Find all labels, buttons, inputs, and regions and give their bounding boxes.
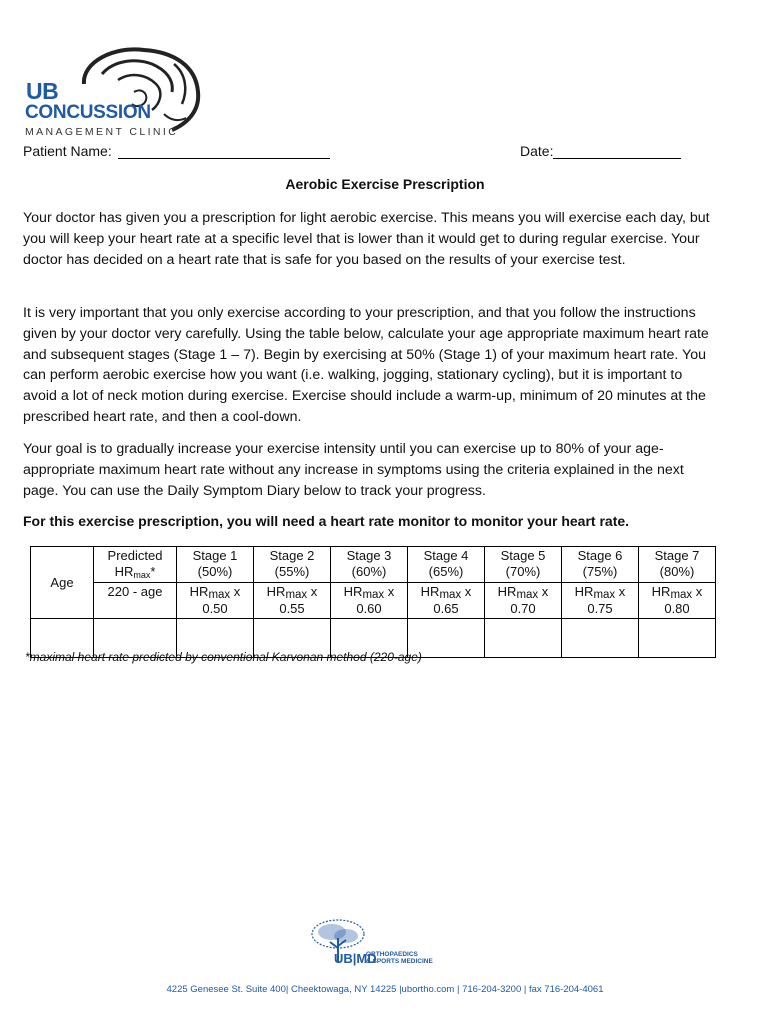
table-formula-row [31,583,716,619]
predicted-hr: $HR_{max}*$ [114,564,156,580]
date-line[interactable] [553,144,681,159]
ubmd-logo [306,918,456,974]
table-footnote: *maximal heart rate predicted by conventional Karvonan method (220-age) [25,650,422,664]
predicted-label: Predicted [107,548,163,563]
date-label: Date: [520,143,554,159]
age-header: Age [31,547,94,619]
stage-7-header: Stage 7 (80%) [639,547,716,583]
stage-3-header: Stage 3 (60%) [331,547,408,583]
heart-rate-table [30,546,716,658]
stage-4-header: Stage 4 (65%) [408,547,485,583]
paragraph-intro: Your doctor has given you a prescription for light aerobic exercise. This means you will exercise each day, but you will keep your heart rate at a specific level that is lower than it would get to during regular exercise. Your doctor has decided on a heart rate that is safe for you based on the results of your exercise test. [23,210,710,268]
logo-concussion-text: CONCUSSION [25,102,151,123]
stage-3-formula: $HR_{max}$ x 0.60 [331,583,408,619]
ubmd-subtitle: ORTHOPAEDICS & SPORTS MEDICINE [366,951,433,965]
stage-5-entry-cell[interactable] [485,619,562,658]
stage-5-formula: $HR_{max}$ x 0.70 [485,583,562,619]
stage-2-formula: $HR_{max}$ x 0.55 [254,583,331,619]
stage-5-header: Stage 5 (70%) [485,547,562,583]
stage-6-header: Stage 6 (75%) [562,547,639,583]
patient-name-label: Patient Name: [23,143,112,159]
date-field[interactable] [520,143,681,159]
patient-name-field[interactable] [23,143,330,159]
stage-7-entry-cell[interactable] [639,619,716,658]
logo-clinic-text: MANAGEMENT CLINIC [25,126,179,138]
clinic-logo [22,44,202,140]
heart-rate-monitor-notice: For this exercise prescription, you will need a heart rate monitor to monitor your heart rate. [23,513,630,529]
stage-2-header: Stage 2 (55%) [254,547,331,583]
predicted-formula: 220 - age [94,583,177,619]
page-title: Aerobic Exercise Prescription [285,176,485,192]
stage-1-header: Stage 1 (50%) [177,547,254,583]
patient-name-line[interactable] [118,144,330,159]
stage-4-formula: $HR_{max}$ x 0.65 [408,583,485,619]
paragraph-goal: Your goal is to gradually increase your exercise intensity until you can exercise up to 80% of your age-appropriate maximum heart rate without any increase in symptoms using the criteria explained in the next page. You can use the Daily Symptom Diary below to track your progress. [23,441,684,499]
footer-contact: 4225 Genesee St. Suite 400| Cheektowaga, NY 14225 |ubortho.com | 716-204-3200 | fax 716-204-4061 [166,984,604,995]
predicted-header [94,547,177,583]
stage-6-entry-cell[interactable] [562,619,639,658]
stage-6-formula: $HR_{max}$ x 0.75 [562,583,639,619]
stage-7-formula: $HR_{max}$ x 0.80 [639,583,716,619]
paragraph-instructions: It is very important that you only exercise according to your prescription, and that you follow the instructions given by your doctor very carefully. Using the table below, calculate your age appropriate maximum heart rate and subsequent stages (Stage 1 – 7). Begin by exercising at 50% (Stage 1) of your maximum heart rate. You can perform aerobic exercise how you want (i.e. walking, jogging, stationary cycling), but it is important to avoid a lot of neck motion during exercise. Exercise should include a warm-up, minimum of 20 minutes at the prescribed heart rate, and then a cool-down. [23,305,709,425]
ubmd-text: UB|MD [334,951,377,966]
stage-1-formula: $HR_{max}$ x 0.50 [177,583,254,619]
table-header-row [31,547,716,583]
logo-ub-text: UB [26,78,59,104]
